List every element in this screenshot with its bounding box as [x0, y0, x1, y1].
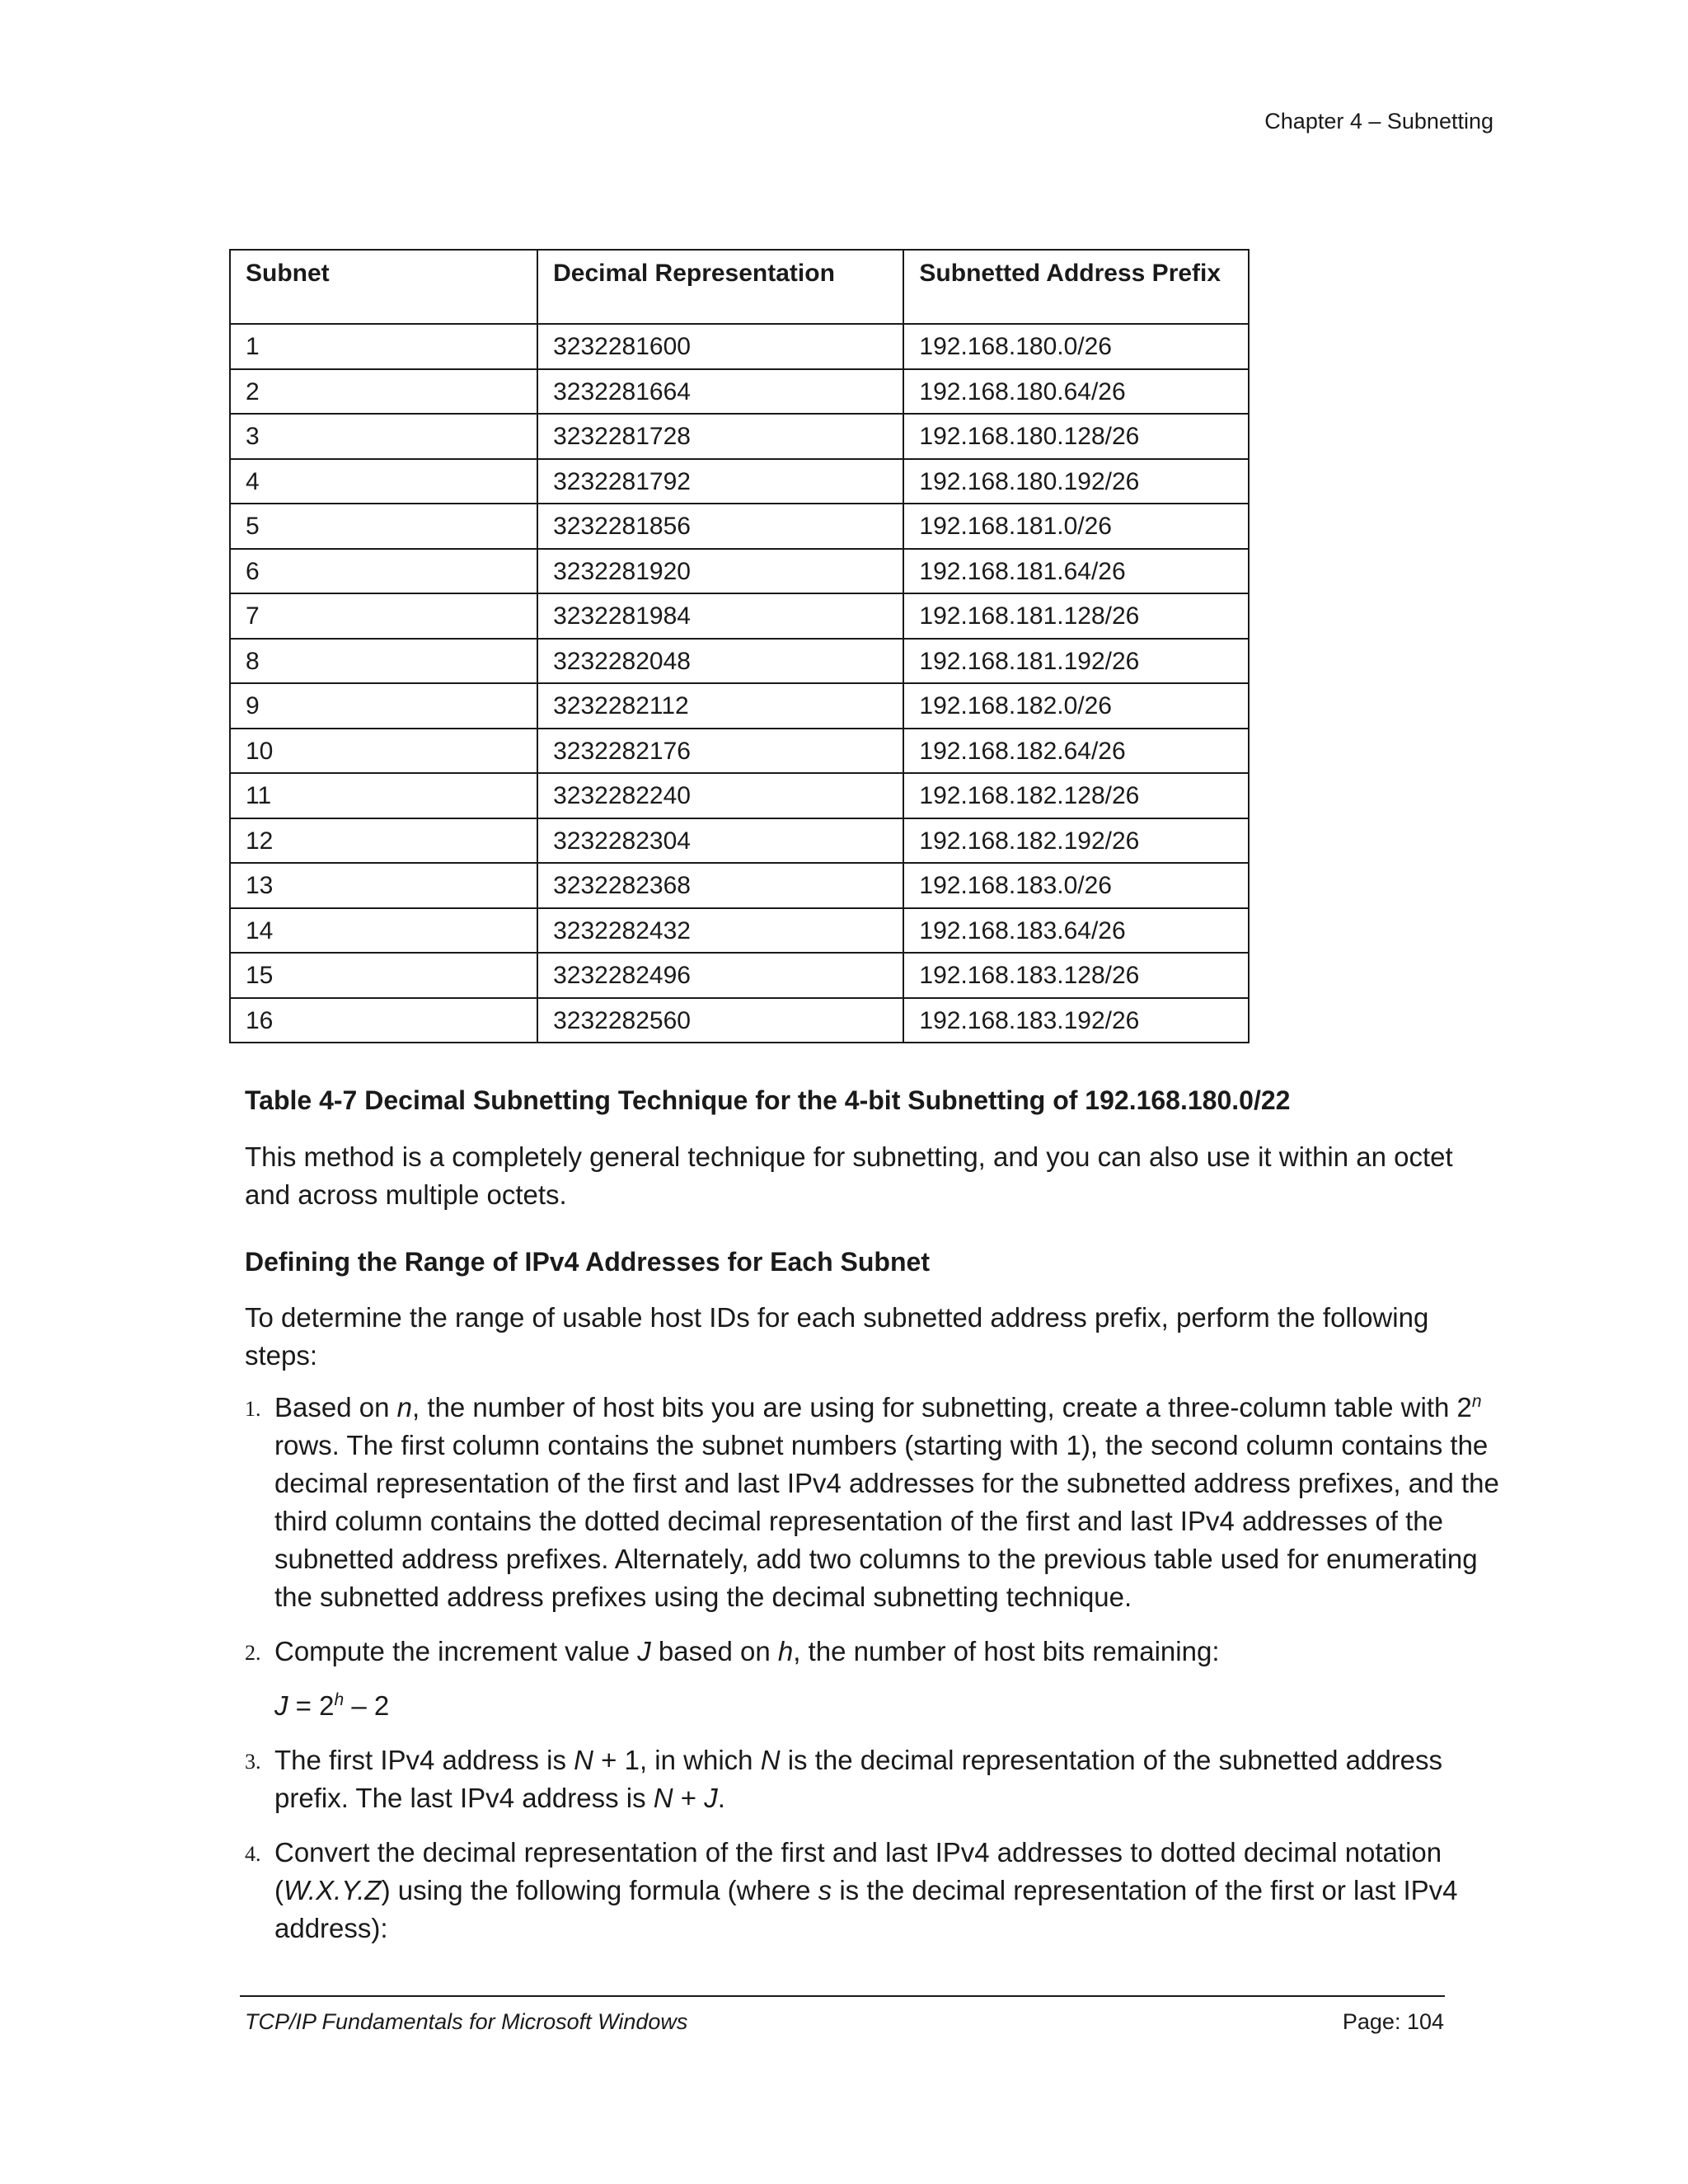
cell-prefix: 192.168.181.128/26 — [903, 593, 1249, 639]
cell-prefix: 192.168.180.64/26 — [903, 369, 1249, 415]
cell-prefix: 192.168.182.64/26 — [903, 729, 1249, 774]
cell-subnet: 12 — [230, 818, 537, 864]
variable-h: h — [777, 1636, 794, 1666]
step-text: , the number of host bits remaining: — [793, 1636, 1220, 1666]
step-text: based on — [650, 1636, 778, 1666]
cell-prefix: 192.168.182.128/26 — [903, 773, 1249, 818]
table-row — [230, 414, 1249, 459]
cell-prefix: 192.168.180.128/26 — [903, 414, 1249, 459]
footer-divider — [240, 1995, 1445, 1997]
cell-subnet: 4 — [230, 459, 537, 504]
exponent-n: n — [1471, 1392, 1482, 1411]
step-text: is the decimal representation of the subnetted address prefix. The last IPv4 address is — [274, 1745, 1443, 1813]
step-number: 3. — [245, 1750, 261, 1774]
table-row — [230, 324, 1249, 369]
cell-decimal: 3232282368 — [537, 863, 903, 908]
cell-decimal: 3232281984 — [537, 593, 903, 639]
cell-decimal: 3232282176 — [537, 729, 903, 774]
steps-intro-paragraph: To determine the range of usable host IDs for each subnetted address prefix, perform the following steps: — [245, 1302, 1429, 1371]
table-row — [230, 863, 1249, 908]
cell-decimal: 3232282048 — [537, 639, 903, 684]
cell-prefix: 192.168.181.192/26 — [903, 639, 1249, 684]
cell-subnet: 5 — [230, 504, 537, 549]
step-2 — [245, 1633, 1506, 1725]
cell-prefix: 192.168.182.0/26 — [903, 683, 1249, 729]
step-number: 1. — [245, 1397, 261, 1421]
table-row — [230, 729, 1249, 774]
cell-prefix: 192.168.180.0/26 — [903, 324, 1249, 369]
step-text: . — [717, 1783, 725, 1813]
footer-book-title: TCP/IP Fundamentals for Microsoft Windows — [245, 2009, 688, 2034]
cell-decimal: 3232282304 — [537, 818, 903, 864]
cell-decimal: 3232282496 — [537, 953, 903, 998]
step-text: , the number of host bits you are using for subnetting, create a three-column table with 2 — [411, 1392, 1472, 1422]
cell-prefix: 192.168.180.192/26 — [903, 459, 1249, 504]
step-text: Based on — [274, 1392, 397, 1422]
cell-decimal: 3232281920 — [537, 549, 903, 594]
cell-subnet: 15 — [230, 953, 537, 998]
cell-prefix: 192.168.182.192/26 — [903, 818, 1249, 864]
steps-list — [245, 1389, 1506, 1964]
cell-decimal: 3232282240 — [537, 773, 903, 818]
variable-n: N — [760, 1745, 781, 1775]
column-header-decimal: Decimal Representation — [537, 250, 903, 324]
table-row — [230, 683, 1249, 729]
step-text: Compute the increment value — [274, 1636, 638, 1666]
table-row — [230, 953, 1249, 998]
column-header-prefix: Subnetted Address Prefix — [903, 250, 1249, 324]
cell-prefix: 192.168.183.0/26 — [903, 863, 1249, 908]
step-text: rows. The first column contains the subnet numbers (starting with 1), the second column contains the decimal representation of the first and last IPv4 addresses for the subnetted address prefixes, and the third column contains the dotted decimal representation of the first and last IPv4 addresses of the subnetted address prefixes. Alternately, add two columns to the previous table used for enumerating the subnetted address prefixes using the decimal subnetting technique. — [274, 1430, 1499, 1612]
cell-subnet: 1 — [230, 324, 537, 369]
variable-n: n — [396, 1392, 412, 1422]
step-3 — [245, 1741, 1506, 1817]
cell-decimal: 3232281856 — [537, 504, 903, 549]
cell-prefix: 192.168.183.192/26 — [903, 998, 1249, 1043]
formula-text: = 2 — [288, 1690, 335, 1721]
step-text: + 1, in which — [593, 1745, 761, 1775]
cell-decimal: 3232282432 — [537, 908, 903, 954]
subnet-table — [229, 249, 1250, 1043]
cell-decimal: 3232281664 — [537, 369, 903, 415]
variable-s: s — [818, 1875, 832, 1905]
step-number: 2. — [245, 1641, 261, 1665]
cell-decimal: 3232281728 — [537, 414, 903, 459]
table-row — [230, 369, 1249, 415]
table-row — [230, 818, 1249, 864]
cell-subnet: 10 — [230, 729, 537, 774]
cell-prefix: 192.168.183.128/26 — [903, 953, 1249, 998]
exponent-h: h — [334, 1690, 345, 1709]
increment-formula — [274, 1687, 1506, 1725]
cell-decimal: 3232281600 — [537, 324, 903, 369]
chapter-header: Chapter 4 – Subnetting — [1264, 109, 1493, 134]
step-number: 4. — [245, 1842, 261, 1866]
step-1 — [245, 1389, 1506, 1616]
table-row — [230, 639, 1249, 684]
table-row — [230, 593, 1249, 639]
cell-subnet: 13 — [230, 863, 537, 908]
cell-subnet: 8 — [230, 639, 537, 684]
intro-paragraph: This method is a completely general technique for subnetting, and you can also use it within an octet and across multiple octets. — [245, 1141, 1453, 1210]
cell-subnet: 2 — [230, 369, 537, 415]
footer-page-number: Page: 104 — [1342, 2009, 1444, 2034]
section-heading: Defining the Range of IPv4 Addresses for Each Subnet — [245, 1247, 930, 1277]
variable-j: J — [274, 1690, 288, 1721]
variable-n: N — [653, 1783, 673, 1813]
cell-decimal: 3232281792 — [537, 459, 903, 504]
cell-subnet: 14 — [230, 908, 537, 954]
table-row — [230, 998, 1249, 1043]
cell-subnet: 7 — [230, 593, 537, 639]
table-row — [230, 773, 1249, 818]
step-text: is the decimal representation of the first or last IPv4 address): — [274, 1875, 1458, 1943]
step-text: + — [673, 1783, 705, 1813]
table-row — [230, 549, 1249, 594]
cell-decimal: 3232282560 — [537, 998, 903, 1043]
column-header-subnet: Subnet — [230, 250, 537, 324]
variable-wxyz: W.X.Y.Z — [284, 1875, 382, 1905]
table-row — [230, 459, 1249, 504]
cell-subnet: 3 — [230, 414, 537, 459]
cell-decimal: 3232282112 — [537, 683, 903, 729]
cell-subnet: 11 — [230, 773, 537, 818]
step-text: The first IPv4 address is — [274, 1745, 574, 1775]
step-text: ) using the following formula (where — [381, 1875, 818, 1905]
step-4 — [245, 1834, 1506, 1947]
cell-subnet: 6 — [230, 549, 537, 594]
table-header-row — [230, 250, 1249, 324]
cell-prefix: 192.168.181.0/26 — [903, 504, 1249, 549]
variable-j: J — [637, 1636, 651, 1666]
table-row — [230, 504, 1249, 549]
variable-n: N — [574, 1745, 593, 1775]
formula-text: – 2 — [344, 1690, 390, 1721]
variable-j: J — [704, 1783, 718, 1813]
cell-prefix: 192.168.181.64/26 — [903, 549, 1249, 594]
cell-prefix: 192.168.183.64/26 — [903, 908, 1249, 954]
cell-subnet: 9 — [230, 683, 537, 729]
table-row — [230, 908, 1249, 954]
step-text: Convert the decimal representation of the first and last IPv4 addresses to dotted decimal notation ( — [274, 1837, 1442, 1905]
table-caption: Table 4-7 Decimal Subnetting Technique for the 4-bit Subnetting of 192.168.180.0/22 — [245, 1085, 1291, 1115]
cell-subnet: 16 — [230, 998, 537, 1043]
